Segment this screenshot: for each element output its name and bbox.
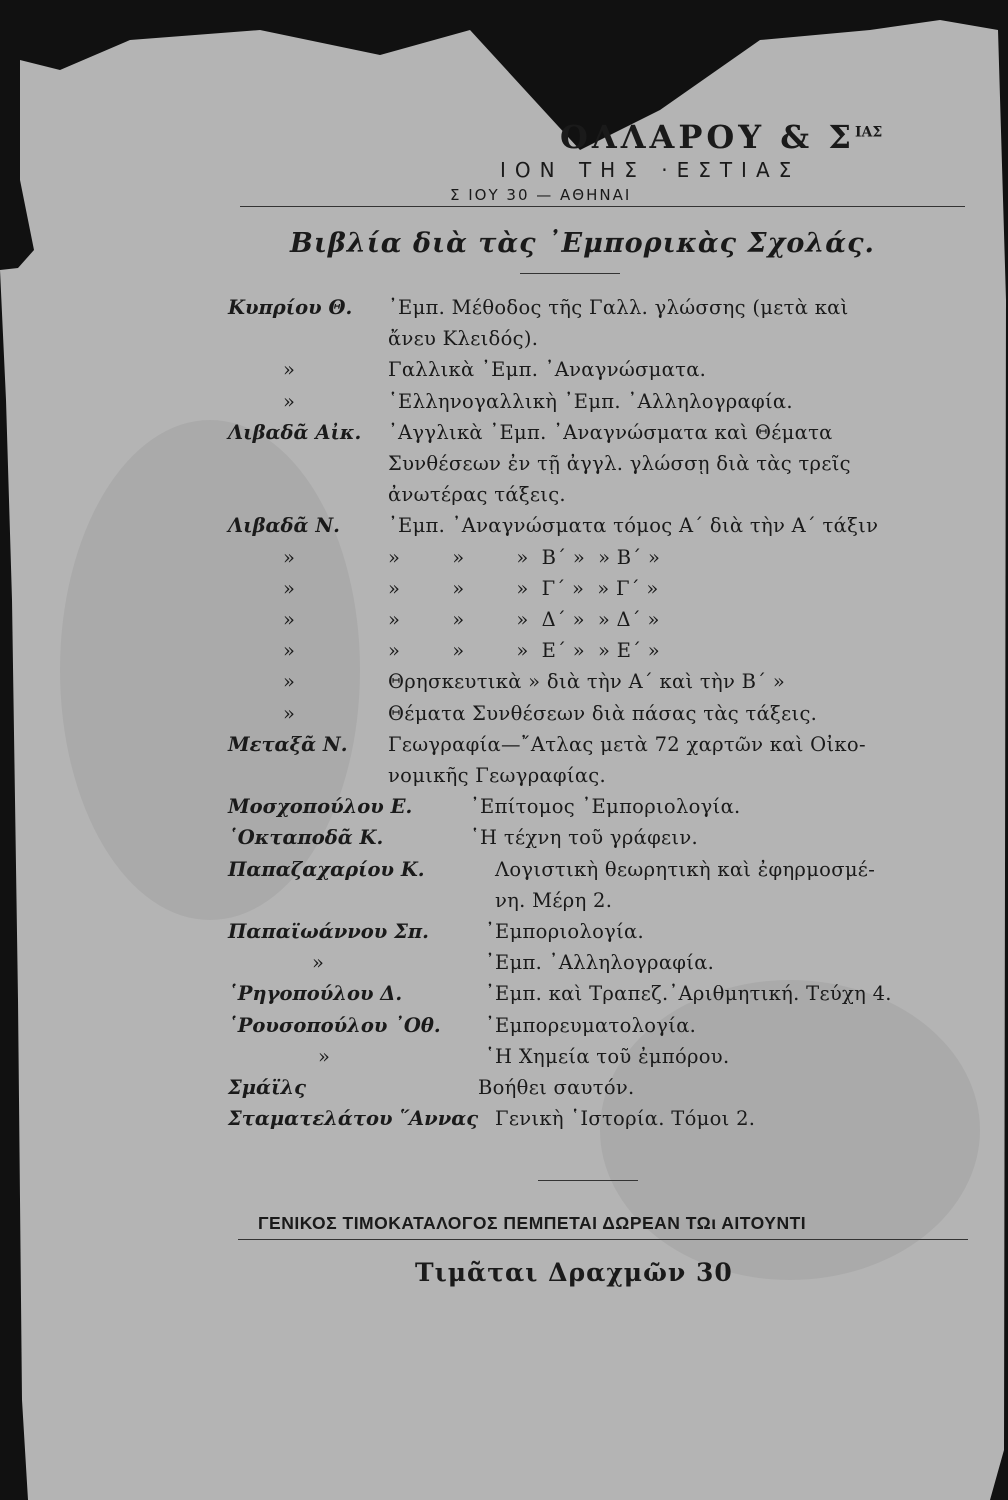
ditto-mark: » <box>318 1044 330 1068</box>
book-title-line: Θέματα Συνθέσεων διὰ πάσας τὰς τάξεις. <box>388 701 818 725</box>
book-title-line: ᾿Αγγλικὰ ᾿Εμπ. ᾿Αναγνώσματα καὶ Θέματα <box>388 420 833 444</box>
book-title-line: ᾿Επίτομος ᾿Εμποριολογία. <box>470 795 741 819</box>
book-title-line: νομικῆς Γεωγραφίας. <box>388 764 607 787</box>
author-name: Σμάϊλς <box>228 1076 307 1099</box>
ditto-mark: » <box>283 701 295 725</box>
author-name: ῾Ρουσοπούλου ᾿Οθ. <box>228 1013 441 1037</box>
ditto-mark: » <box>283 358 295 382</box>
book-title-line: Γεωγραφία—῎Ατλας μετὰ 72 χαρτῶν καὶ Οἰκο- <box>388 732 866 756</box>
author-name: Παπαϊωάννου Σπ. <box>228 920 429 943</box>
author-name: ῾Ρηγοπούλου Δ. <box>228 982 403 1006</box>
book-title-line: ᾿Εμπ. Μέθοδος τῆς Γαλλ. γλώσσης (μετὰ καὶ <box>388 296 849 319</box>
book-title-line: » » » Δ΄ » » Δ΄ » <box>388 608 660 631</box>
book-title-line: ῾Η τέχνη τοῦ γράφειν. <box>470 826 699 850</box>
publisher-address: Σ ΙΟΥ 30 — ΑΘΗΝΑΙ <box>450 186 632 204</box>
list-end-rule <box>538 1180 638 1181</box>
book-title-line: ᾿Εμπορευματολογία. <box>485 1013 697 1037</box>
author-name: Παπαζαχαρίου Κ. <box>228 857 425 881</box>
book-title-line: » » » Γ΄ » » Γ΄ » <box>388 576 659 600</box>
page-title: Βιβλία διὰ τὰς ᾿Εμπορικὰς Σχολάς. <box>290 228 875 259</box>
author-name: Κυπρίου Θ. <box>228 296 353 319</box>
book-title-line: ᾿Εμπ. καὶ Τραπεζ.᾿Αριθμητική. Τεύχη 4. <box>485 982 892 1006</box>
title-rule <box>520 273 620 274</box>
ditto-mark: » <box>283 545 295 569</box>
price: Τιμᾶται Δραχμῶν 30 <box>415 1258 733 1287</box>
book-title-line: ῾Η Χημεία τοῦ ἐμπόρου. <box>485 1044 730 1068</box>
ditto-mark: » <box>283 576 295 600</box>
ditto-mark: » <box>283 670 295 694</box>
book-title-line: » » » Ε΄ » » Ε΄ » <box>388 639 661 663</box>
footer-rule <box>238 1239 968 1240</box>
ditto-mark: » <box>283 608 295 631</box>
header-rule <box>240 206 965 207</box>
book-title-line: Θρησκευτικὰ » διὰ τὴν Α΄ καὶ τὴν Β΄ » <box>388 670 786 694</box>
book-title-line: Γαλλικὰ ᾿Εμπ. ᾿Αναγνώσματα. <box>388 358 707 382</box>
book-title-line: ἀνωτέρας τάξεις. <box>388 483 566 507</box>
book-title-line: ῾Ελληνογαλλικὴ ᾿Εμπ. ᾿Αλληλογραφία. <box>388 389 793 413</box>
book-title-line: ᾿Εμπ. ᾿Αλληλογραφία. <box>485 951 715 975</box>
catalogue-notice: ΓΕΝΙΚΟΣ ΤΙΜΟΚΑΤΑΛΟΓΟΣ ΠΕΜΠΕΤΑΙ ΔΩΡΕΑΝ ΤΩι ΑΙΤΟΥΝΤΙ <box>258 1213 807 1233</box>
book-title-line: ἄνευ Κλειδός). <box>388 327 539 351</box>
author-name: Σταματελάτου ῞Αννας <box>228 1107 479 1131</box>
book-title-line: ᾿Εμποριολογία. <box>485 920 645 943</box>
book-title-line: νη. Μέρη 2. <box>495 888 613 912</box>
author-name: Μοσχοπούλου Ε. <box>228 795 413 819</box>
ditto-mark: » <box>283 389 295 413</box>
book-title-line: Συνθέσεων ἐν τῇ ἀγγλ. γλώσσῃ διὰ τὰς τρεῖς <box>388 452 851 475</box>
author-name: Λιβαδᾶ Ν. <box>228 514 340 538</box>
publisher-subtitle: ΙΟΝ ΤΗΣ ·ΕΣΤΙΑΣ <box>500 158 801 182</box>
author-name: ῾Οκταποδᾶ Κ. <box>228 826 384 850</box>
author-name: Μεταξᾶ Ν. <box>228 732 348 756</box>
book-title-line: Λογιστικὴ θεωρητικὴ καὶ ἐφηρμοσμέ- <box>495 857 876 881</box>
book-title-line: Βοήθει σαυτόν. <box>478 1076 635 1099</box>
book-title-line: Γενικὴ ῾Ιστορία. Τόμοι 2. <box>495 1107 756 1131</box>
book-title-line: ᾿Εμπ. ᾿Αναγνώσματα τόμος Α΄ διὰ τὴν Α΄ τάξιν <box>388 514 879 538</box>
author-name: Λιβαδᾶ Αἰκ. <box>228 420 362 444</box>
book-title-line: » » » Β΄ » » Β΄ » <box>388 545 661 569</box>
ditto-mark: » <box>283 639 295 663</box>
ditto-mark: » <box>312 951 324 975</box>
publisher-name: ΟΛΛΑΡΟΥ & $\Sigma^{IA\Sigma}$ <box>560 118 883 156</box>
